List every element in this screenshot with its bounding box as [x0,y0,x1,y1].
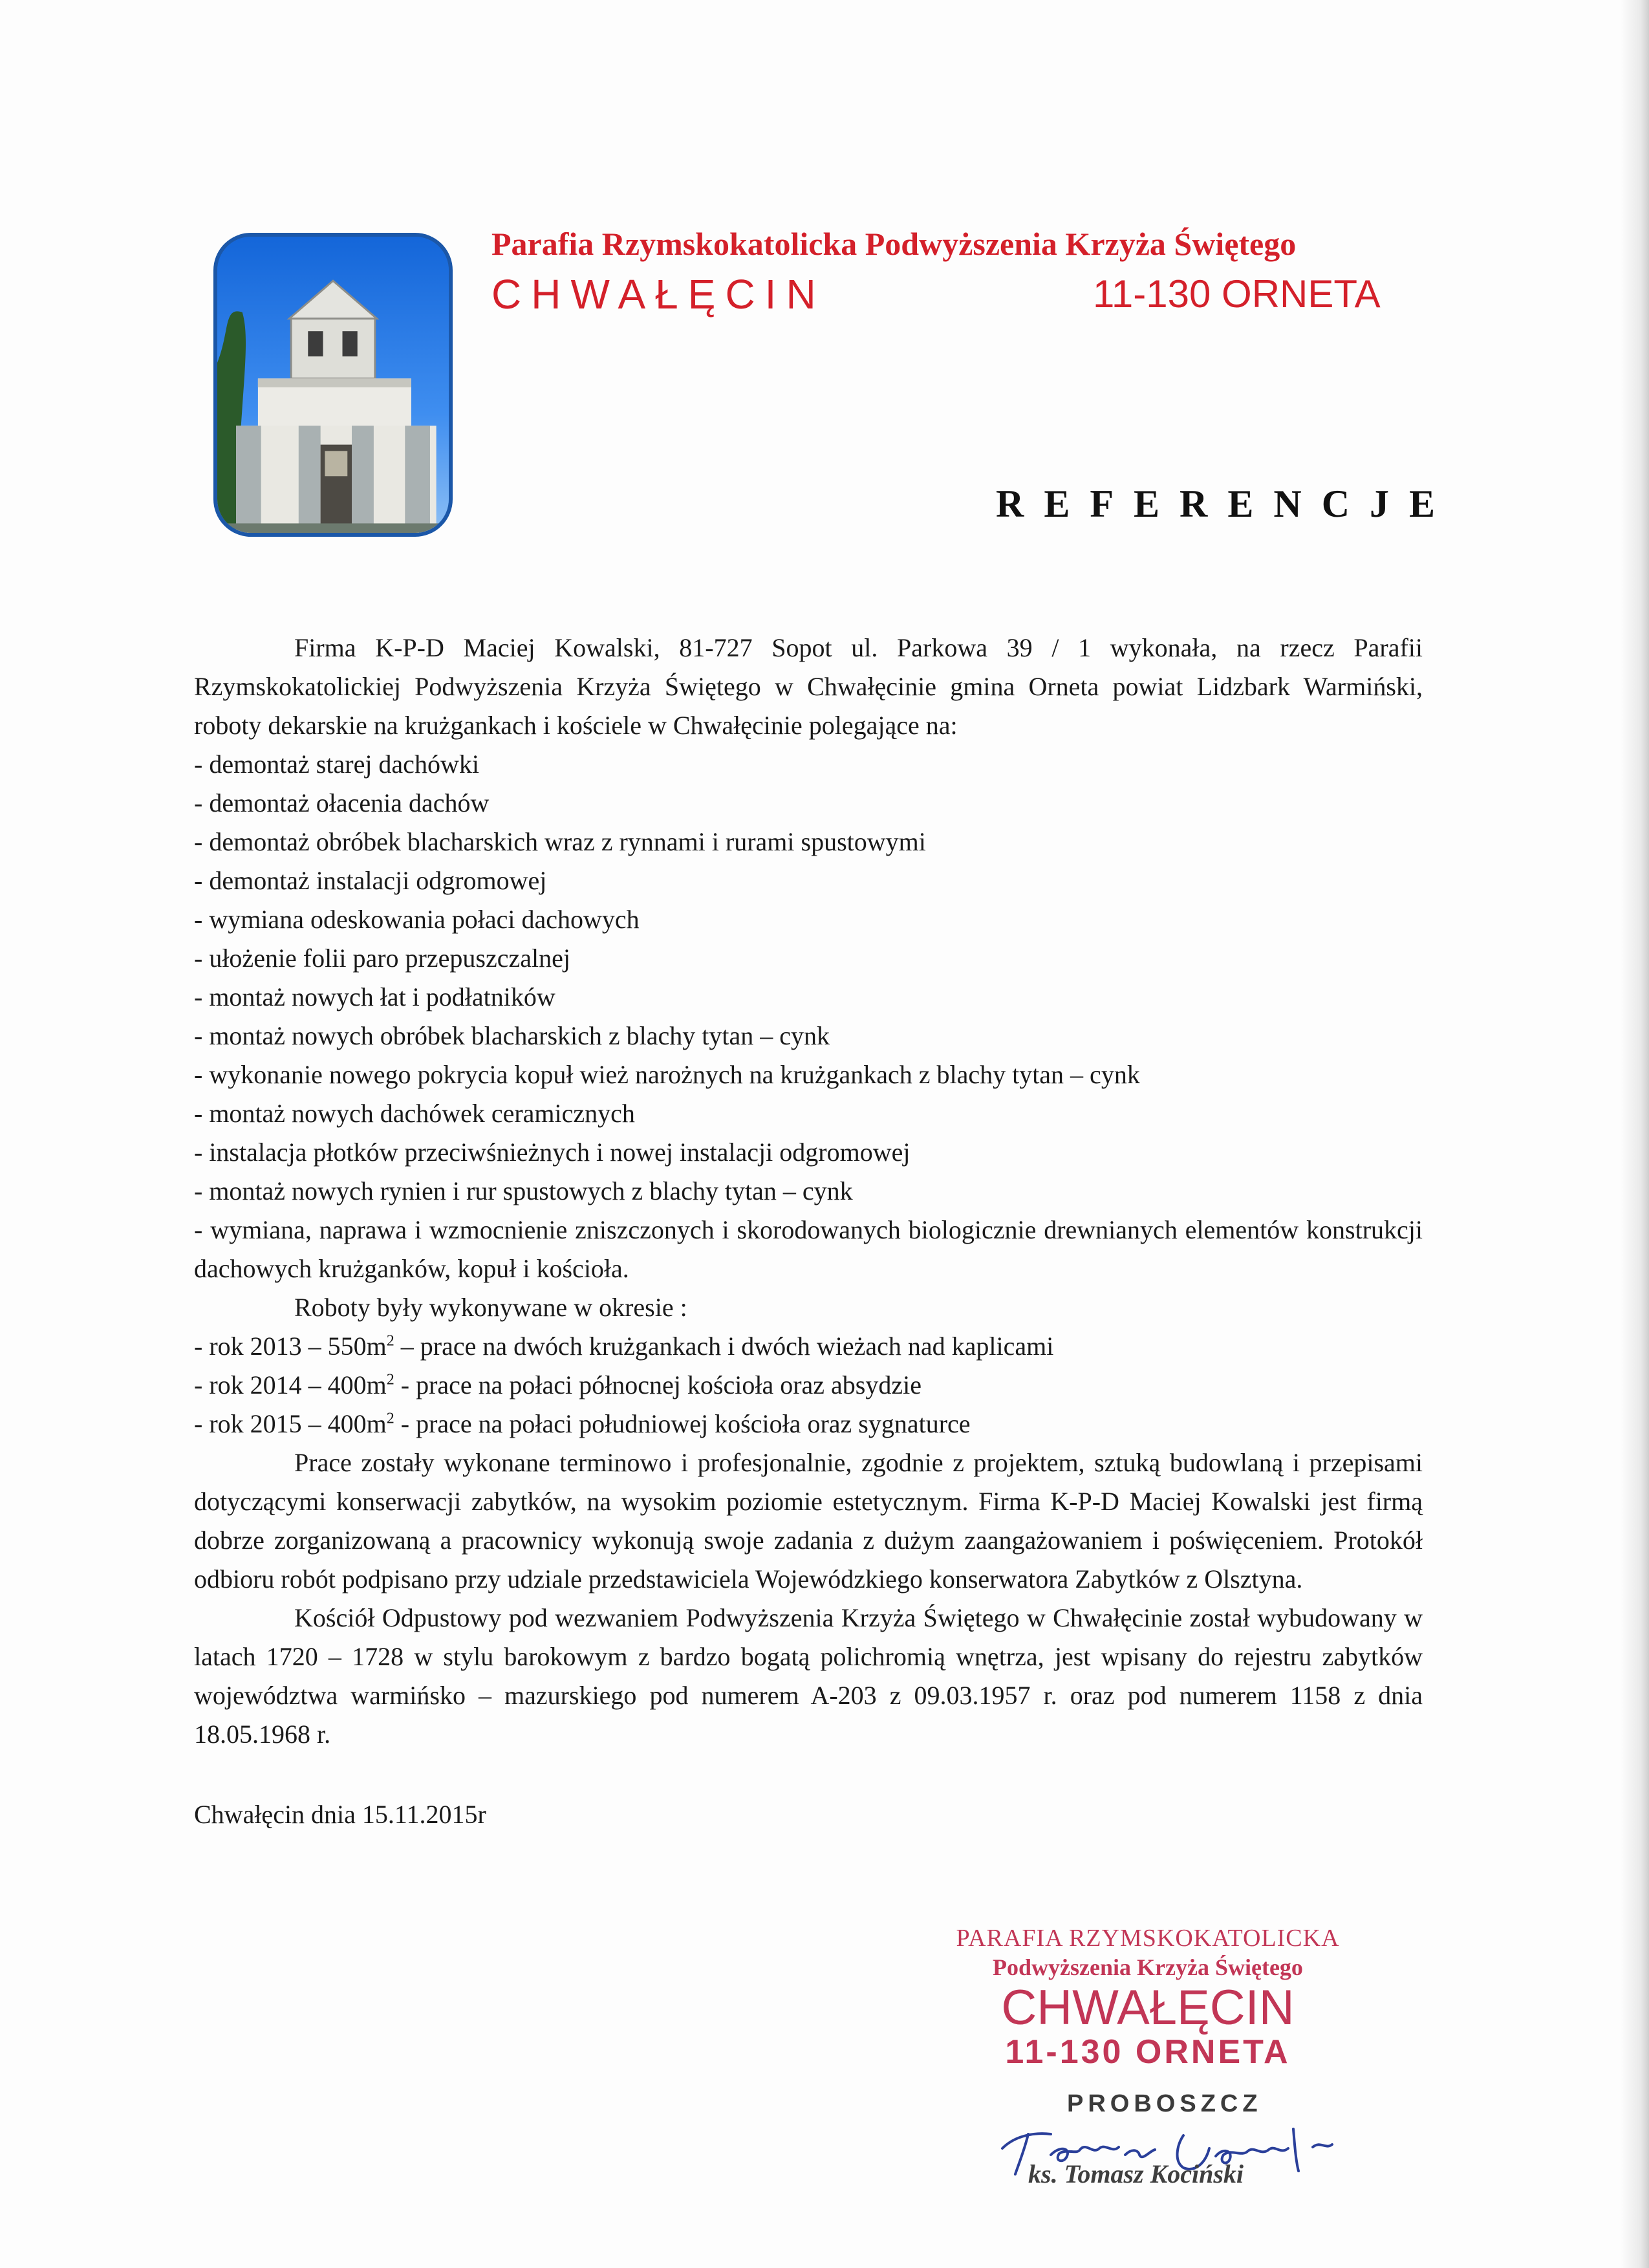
period-unit-exponent: 2 [386,1371,394,1388]
period-unit-exponent: 2 [386,1332,394,1350]
list-item: - montaż nowych rynien i rur spustowych z blachy tytan – cynk [194,1176,853,1205]
document-title: REFERENCJE [996,482,1456,525]
church-paragraph: Kościół Odpustowy pod wezwaniem Podwyższenia Krzyża Świętego w Chwałęcinie został wybudowany w latach 1720 – 1728 w stylu barokowym z bardzo bogatą polichromią wnętrza, jest wpisany do rejestru zabytków województwa warmińsko – mazurskiego pod numerem A-203 z 09.03.1957 r. oraz pod numerem 1158 z dnia 18.05.1968 r. [194,1603,1423,1749]
town-name: CHWAŁĘCIN [491,271,826,318]
period-item [194,1405,1423,1443]
list-item: - montaż nowych łat i podłatników [194,982,555,1011]
spacer [194,1754,1423,1795]
pastor-name: ks. Tomasz Kociński [1028,2159,1244,2188]
period-item [194,1327,1423,1366]
period-intro: Roboty były wykonywane w okresie : [294,1293,687,1322]
date-line: Chwałęcin dnia 15.11.2015r [194,1800,486,1829]
list-item: - demontaż starej dachówki [194,750,479,779]
period-description: - prace na połaci północnej kościoła oraz absydzie [394,1370,921,1399]
stamp-line: 11-130 ORNETA [1005,2033,1291,2071]
list-item: - wykonanie nowego pokrycia kopuł wież narożnych na krużgankach z blachy tytan – cynk [194,1060,1140,1089]
period-prefix: - rok 2013 – 550m [194,1332,387,1361]
stamp-line: PARAFIA RZYMSKOKATOLICKA [956,1925,1340,1952]
list-item: - instalacja płotków przeciwśnieżnych i nowej instalacji odgromowej [194,1138,911,1167]
list-item: - demontaż obróbek blacharskich wraz z rynnami i rurami spustowymi [194,827,926,856]
list-item: - wymiana, naprawa i wzmocnienie zniszczonych i skorodowanych biologicznie drewnianych elementów konstrukcji dachowych krużganków, kopuł i kościoła. [194,1215,1423,1283]
parish-name: Parafia Rzymskokatolicka Podwyższenia Krzyża Świętego [491,226,1297,262]
stamp-line: Podwyższenia Krzyża Świętego [993,1954,1303,1980]
postal-address: 11-130 ORNETA [1093,272,1381,316]
works-list [194,745,1423,1288]
intro-paragraph: Firma K-P-D Maciej Kowalski, 81-727 Sopot ul. Parkowa 39 / 1 wykonała, na rzecz Parafii Rzymskokatolickiej Podwyższenia Krzyża Świętego w Chwałęcinie gmina Orneta powiat Lidzbark Warmiński, roboty dekarskie na krużgankach i kościele w Chwałęcinie polegające na: [194,633,1423,740]
period-description: - prace na połaci południowej kościoła oraz sygnaturce [394,1409,971,1438]
period-description: – prace na dwóch krużgankach i dwóch wieżach nad kaplicami [394,1332,1054,1361]
list-item: - ułożenie folii paro przepuszczalnej [194,944,570,973]
church-photo-icon [213,233,453,537]
list-item: - montaż nowych obróbek blacharskich z blachy tytan – cynk [194,1021,830,1050]
scan-edge-shadow [1621,0,1649,2268]
periods-list [194,1327,1423,1443]
stamp-line: CHWAŁĘCIN [1001,1980,1295,2035]
document-body [194,629,1423,1834]
list-item: - demontaż instalacji odgromowej [194,866,547,895]
list-item: - demontaż ołacenia dachów [194,788,490,817]
list-item: - wymiana odeskowania połaci dachowych [194,905,640,934]
period-prefix: - rok 2014 – 400m [194,1370,387,1399]
period-prefix: - rok 2015 – 400m [194,1409,387,1438]
period-unit-exponent: 2 [386,1410,394,1427]
quality-paragraph: Prace zostały wykonane terminowo i profesjonalnie, zgodnie z projektem, sztuką budowlaną i przepisami dotyczącymi konserwacji zabytków, na wysokim poziomie estetycznym. Firma K-P-D Maciej Kowalski jest firmą dobrze zorganizowaną a pracownicy wykonują swoje zadania z dużym zaangażowaniem i poświęceniem. Protokół odbioru robót podpisano przy udziale przedstawiciela Wojewódzkiego konserwatora Zabytków z Olsztyna. [194,1448,1423,1593]
period-item [194,1366,1423,1405]
parish-stamp [941,1924,1355,2071]
list-item: - montaż nowych dachówek ceramicznych [194,1099,635,1128]
pastor-title: PROBOSZCZ [1067,2090,1262,2117]
